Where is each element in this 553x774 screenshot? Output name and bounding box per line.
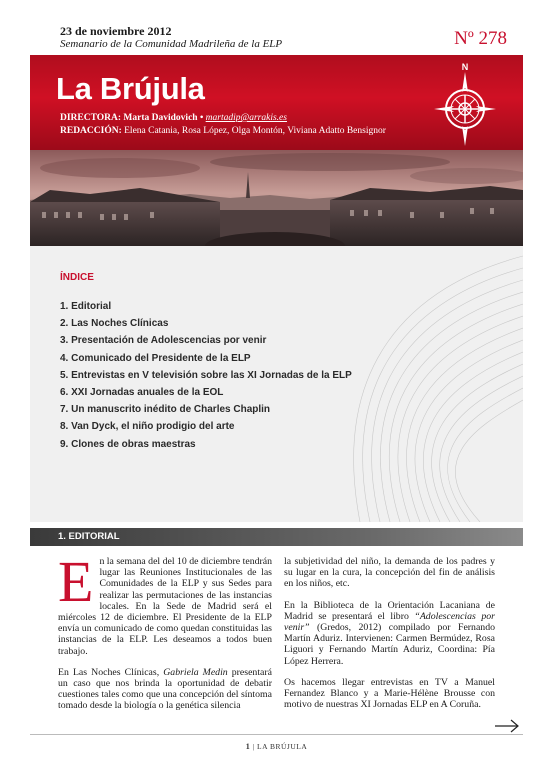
director-email[interactable]: martadip@arrakis.es [205, 113, 287, 123]
index-item[interactable]: 9. Clones de obras maestras [60, 438, 196, 450]
footer-label: | LA BRÚJULA [250, 742, 308, 751]
index-list [60, 298, 352, 453]
director-label: DIRECTORA: Marta Davidovich • [60, 113, 206, 123]
footer-divider [30, 734, 523, 735]
index-item[interactable]: 2. Las Noches Clínicas [60, 318, 169, 330]
index-title: ÍNDICE [60, 272, 94, 283]
masthead-banner [30, 55, 523, 150]
publication-subtitle: Semanario de la Comunidad Madrileña de la ELP [60, 38, 283, 50]
section-title: 1. EDITORIAL [58, 531, 120, 542]
compass-logo-icon [431, 58, 499, 150]
page-number: 1 [245, 742, 251, 751]
compass-north-letter: N [461, 62, 469, 72]
section-header-bar [30, 528, 523, 546]
index-item[interactable]: 3. Presentación de Adolescencias por venir [60, 335, 267, 347]
page-footer [0, 742, 553, 751]
article-paragraph: la subjetividad del niño, la demanda de los padres y su lugar en la cura, la concepción del fin de análisis en los niños, etc. [284, 556, 495, 590]
index-item[interactable]: 1. Editorial [60, 301, 112, 312]
index-item[interactable]: 6. XXI Jornadas anuales de la EOL [60, 386, 224, 398]
article-paragraph: En la Biblioteca de la Orientación Lacaniana de Madrid se presentará el libro “Adolescencias por venir” (Gredos, 2012) compilado por Fernando Martín Aduriz. Intervienen: Carmen Bermúdez, Rosa Liguori y Fernando Martín Aduriz, Coordina: Pía López Herrera. [284, 599, 495, 667]
index-item[interactable]: 7. Un manuscrito inédito de Charles Chaplin [60, 404, 271, 416]
issue-date: 23 de noviembre 2012 [60, 24, 172, 38]
masthead-title: La Brújula [56, 71, 205, 106]
next-page-arrow-icon[interactable] [494, 718, 520, 734]
article-paragraph: Os hacemos llegar entrevistas en TV a Manuel Fernandez Blanco y a Marie-Hélène Brousse con motivo de nuestras XI Jornadas ELP en A Coruña. [284, 676, 495, 711]
director-line [60, 113, 287, 123]
drop-cap: E [58, 549, 94, 614]
index-item[interactable]: 5. Entrevistas en V televisión sobre las XI Jornadas de la ELP [60, 369, 352, 381]
issue-number: Nº 278 [454, 28, 507, 49]
index-box [30, 246, 523, 522]
index-item[interactable]: 4. Comunicado del Presidente de la ELP [60, 352, 251, 364]
article-paragraph: En la semana del del 10 de diciembre tendrán lugar las Reuniones Institucionales de las Comunidades de la ELP y sus Sedes para realizar las permutaciones de las instancias locales. En la Sede de Madrid será el miércoles 12 de diciembre. El Presidente de la ELP envía un comunicado de como quedan constituidas las instancias de la ELP. Les deseamos a todos buen trabajo. [58, 549, 272, 657]
paris-rooftops-photo [30, 150, 523, 246]
index-item[interactable]: 8. Van Dyck, el niño prodigio del arte [60, 421, 235, 433]
redaccion-label: REDACCIÓN: [60, 126, 122, 136]
article-column-left [58, 549, 272, 722]
article-column-right [284, 556, 495, 720]
redaccion-line [60, 126, 386, 136]
article-paragraph: En Las Noches Clínicas, Gabriela Medin presentará un caso que nos brinda la oportunidad de debatir cuestiones tales como que una concepción del síntoma tomado desde la biología o la genética silencia [58, 666, 272, 712]
redaccion-names: Elena Catania, Rosa López, Olga Montón, Viviana Adatto Bensignor [121, 126, 386, 136]
